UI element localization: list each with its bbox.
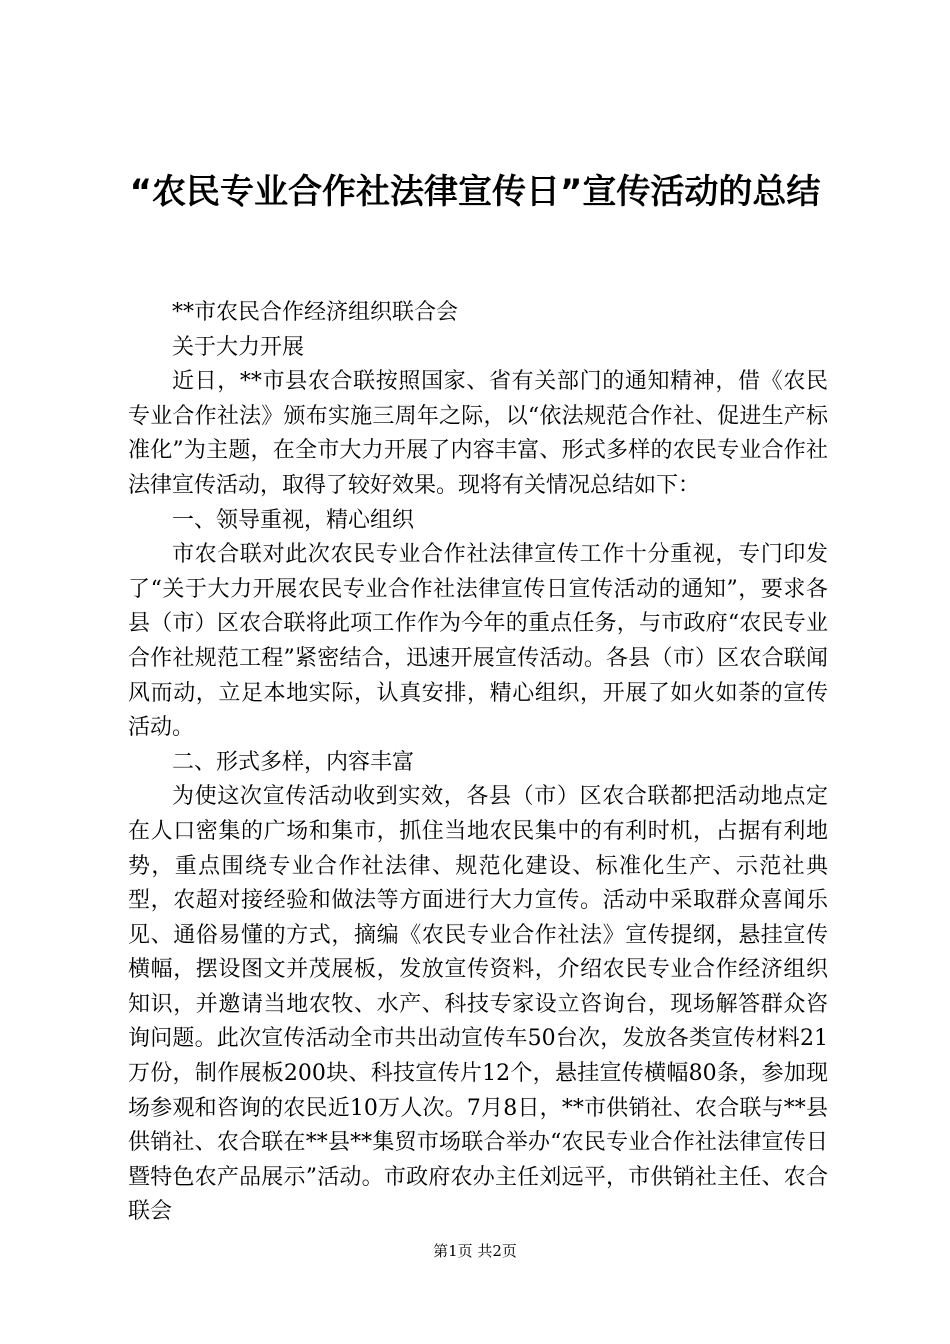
issuing-organization: **市农民合作经济组织联合会 (172, 300, 459, 325)
section-heading-2: 二、形式多样，内容丰富 (172, 749, 415, 775)
document-body (128, 296, 828, 1230)
section-1-paragraph: 市农合联对此次农民专业合作社法律宣传工作十分重视，专门印发了“关于大力开展农民专业合作社法律宣传日宣传活动的通知”，要求各县（市）区农合联将此项工作作为今年的重点任务，与市政府“农民专业合作社规范工程”紧密结合，迅速开展宣传活动。各县（市）区农合联闻风而动，立足本地实际，认真安排，精心组织，开展了如火如荼的宣传活动。 (128, 542, 828, 741)
section-2-paragraph: 为使这次宣传活动收到实效，各县（市）区农合联都把活动地点定在人口密集的广场和集市，抓住当地农民集中的有利时机，占据有利地势，重点围绕专业合作社法律、规范化建设、标准化生产、示范社典型，农超对接经验和做法等方面进行大力宣传。活动中采取群众喜闻乐见、通俗易懂的方式，摘编《农民专业合作社法》宣传提纲，悬挂宣传横幅，摆设图文并茂展板，发放宣传资料，介绍农民专业合作经济组织知识，并邀请当地农牧、水产、科技专家设立咨询台，现场解答群众咨询问题。此次宣传活动全市共出动宣传车50台次，发放各类宣传材料21万份，制作展板200块、科技宣传片12个，悬挂宣传横幅80条，参加现场参观和咨询的农民近10万人次。7月8日，**市供销社、农合联与**县供销社、农合联在**县**集贸市场联合举办“农民专业合作社法律宣传日暨特色农产品展示”活动。市政府农办主任刘远平，市供销社主任、农合联会 (128, 784, 828, 1225)
document-title: “农民专业合作社法律宣传日”宣传活动的总结 (129, 172, 821, 212)
section-heading-1: 一、领导重视，精心组织 (172, 507, 415, 533)
intro-paragraph: 近日，**市县农合联按照国家、省有关部门的通知精神，借《农民专业合作社法》颁布实施三周年之际，以“依法规范合作社、促进生产标准化”为主题，在全市大力开展了内容丰富、形式多样的农民专业合作社法律宣传活动，取得了较好效果。现将有关情况总结如下： (128, 369, 828, 498)
subtitle-line: 关于大力开展 (172, 334, 305, 360)
page-footer: 第1页 共2页 (433, 1242, 517, 1260)
